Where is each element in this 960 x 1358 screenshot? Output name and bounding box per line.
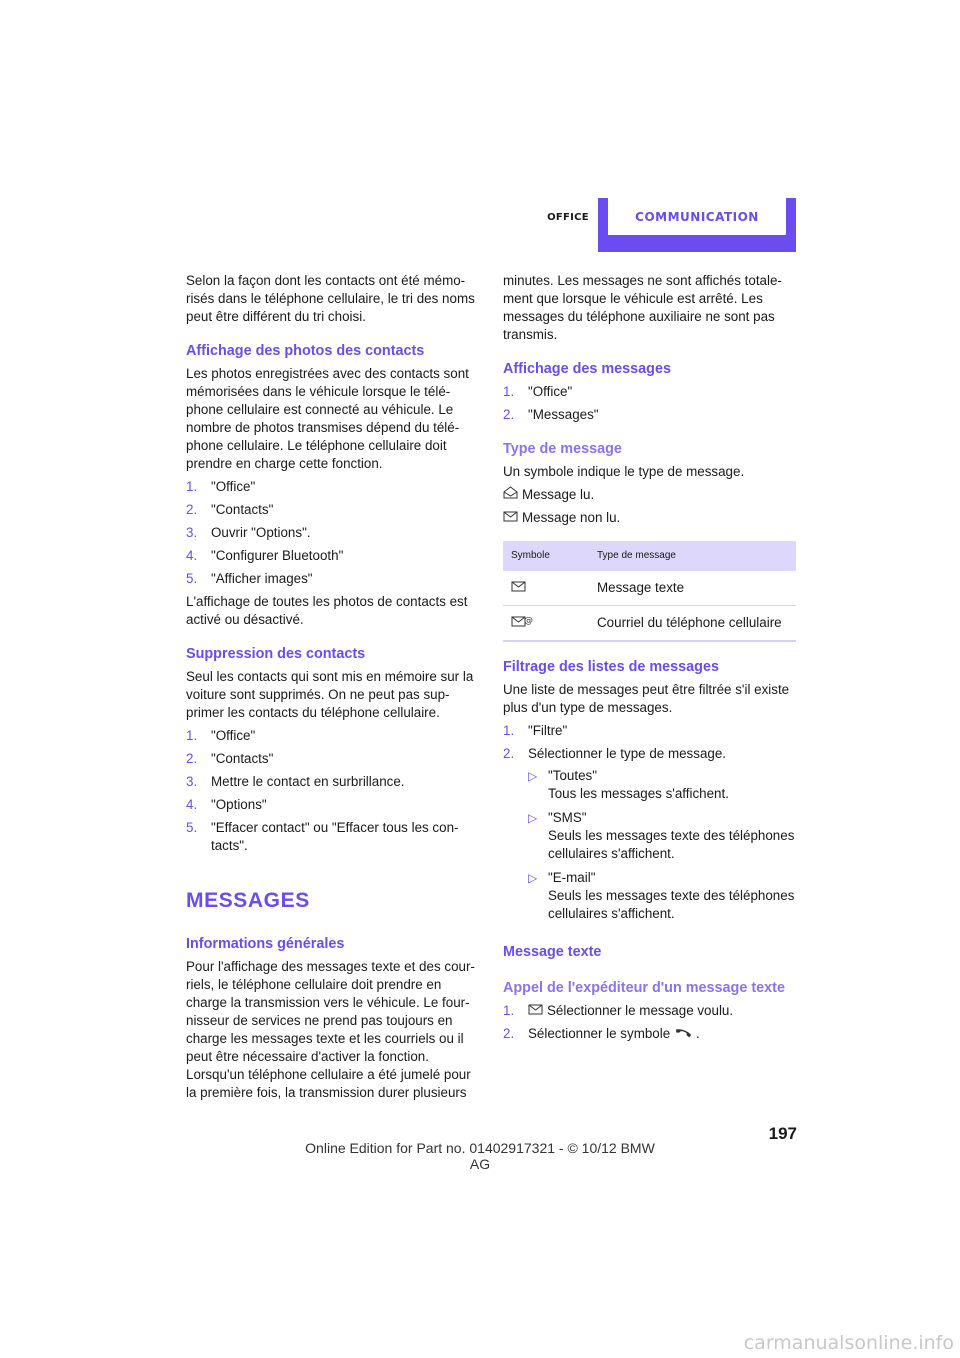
chapter-label: COMMUNICATION xyxy=(608,198,786,235)
phone-handset-icon xyxy=(674,1026,692,1044)
step-number: 4. xyxy=(186,548,198,563)
step-number: 1. xyxy=(186,728,198,743)
list-item xyxy=(186,478,481,496)
triangle-bullet-icon: ▷ xyxy=(528,769,538,783)
list-item xyxy=(528,809,798,863)
step-text: "Messages" xyxy=(528,407,599,422)
envelope-icon xyxy=(528,1002,543,1020)
svg-text:@: @ xyxy=(524,615,533,626)
step-text: Sélectionner le type de message. xyxy=(528,746,727,761)
step-text: "Effacer contact" ou "Effacer tous les con-tacts". xyxy=(211,820,459,853)
list-item xyxy=(186,796,481,814)
chapter-tab xyxy=(598,198,796,252)
type-heading: Type de message xyxy=(503,441,622,457)
table-cell-symbol xyxy=(503,571,589,606)
text-message-heading: Message texte xyxy=(503,944,602,960)
table-cell-symbol xyxy=(503,606,589,642)
list-item xyxy=(186,547,481,565)
step-number: 1. xyxy=(503,1003,515,1018)
photos-paragraph: Les photos enregistrées avec des contacts sont mémorisées dans le véhicule lorsque le télé-phone cellulaire est connecté au véhicule. Le nombre de photos transmises dépend du télé-phone cellulaire. Le téléphone cellulaire doit prendre en charge cette fonction. xyxy=(186,366,469,471)
unread-message-label: Message non lu. xyxy=(522,510,621,525)
continued-paragraph: minutes. Les messages ne sont affichés totale-ment que lorsque le véhicule est arrêté. Les messages du téléphone auxiliaire ne sont pas transmis. xyxy=(503,273,782,342)
right-column xyxy=(503,272,798,1049)
step-number: 2. xyxy=(503,407,515,422)
step-text: Mettre le contact en surbrillance. xyxy=(211,774,405,789)
step-text: Ouvrir "Options". xyxy=(211,525,311,540)
step-text: "Office" xyxy=(211,479,256,494)
step-text: "Contacts" xyxy=(211,502,274,517)
footer-text: Online Edition for Part no. 01402917321 - © 10/12 BMW AG xyxy=(305,1140,655,1172)
display-heading: Affichage des messages xyxy=(503,361,671,377)
filter-heading: Filtrage des listes de messages xyxy=(503,659,719,675)
list-item xyxy=(186,750,481,768)
table-cell-type: Message texte xyxy=(589,571,796,606)
envelope-icon xyxy=(503,509,518,527)
step-number: 4. xyxy=(186,797,198,812)
option-label: "E-mail" xyxy=(548,870,596,885)
call-sender-steps xyxy=(503,1002,798,1044)
page-number: 197 xyxy=(768,1124,797,1143)
step-number: 2. xyxy=(503,746,515,761)
table-row xyxy=(503,571,796,606)
step-text: "Office" xyxy=(528,384,573,399)
filter-options xyxy=(528,767,798,923)
display-steps xyxy=(503,383,798,424)
envelope-icon xyxy=(511,579,526,597)
email-envelope-icon xyxy=(511,614,533,633)
list-item xyxy=(186,727,481,745)
option-label: "Toutes" xyxy=(548,768,597,783)
unread-message-line xyxy=(503,509,798,527)
step-text: "Options" xyxy=(211,797,267,812)
option-desc: Seuls les messages texte des téléphones cellulaires s'affichent. xyxy=(548,888,795,921)
step-text: "Afficher images" xyxy=(211,571,313,586)
general-paragraph: Pour l'affichage des messages texte et des cour-riels, le téléphone cellulaire doit prendre en charge la transmission vers le véhicule. Le four-nisseur de services ne prend pas toujours en charge les messages texte et les courriels ou il peut être nécessaire d'activer la fonction. Lorsqu'un téléphone cellulaire a été jumelé pour la première fois, la transmission durer plusieurs xyxy=(186,959,475,1100)
filter-steps xyxy=(503,722,798,923)
table-header-symbol: Symbole xyxy=(503,541,589,571)
list-item xyxy=(528,869,798,923)
step-text: "Contacts" xyxy=(211,751,274,766)
step-number: 5. xyxy=(186,820,198,835)
intro-paragraph: Selon la façon dont les contacts ont été mémo-risés dans le téléphone cellulaire, le tri des noms peut être différent du tri choisi. xyxy=(186,273,475,324)
suppression-paragraph: Seul les contacts qui sont mis en mémoire sur la voiture sont supprimés. On ne peut pas sup-primer les contacts du téléphone cellulaire. xyxy=(186,669,474,720)
table-header-type: Type de message xyxy=(589,541,796,571)
step-number: 1. xyxy=(503,723,515,738)
triangle-bullet-icon: ▷ xyxy=(528,811,538,825)
option-label: "SMS" xyxy=(548,810,587,825)
section-label: OFFICE xyxy=(547,212,589,223)
list-item xyxy=(503,406,798,424)
table-row xyxy=(503,606,796,642)
list-item xyxy=(528,767,798,803)
table-cell-type: Courriel du téléphone cellulaire xyxy=(589,606,796,642)
table-header-row xyxy=(503,541,796,571)
list-item xyxy=(186,773,481,791)
step-number: 2. xyxy=(186,502,198,517)
list-item xyxy=(186,819,481,855)
step-number: 2. xyxy=(503,1026,515,1042)
general-heading: Informations générales xyxy=(186,936,345,952)
step-number: 3. xyxy=(186,774,198,789)
triangle-bullet-icon: ▷ xyxy=(528,871,538,885)
list-item xyxy=(186,570,481,588)
read-message-label: Message lu. xyxy=(522,487,595,502)
messages-title: MESSAGES xyxy=(186,889,310,912)
step-text: "Filtre" xyxy=(528,723,568,738)
message-type-table xyxy=(503,541,796,642)
list-item xyxy=(186,524,481,542)
step-text: "Office" xyxy=(211,728,256,743)
step-number: 2. xyxy=(186,751,198,766)
option-desc: Seuls les messages texte des téléphones cellulaires s'affichent. xyxy=(548,828,795,861)
step-text: Sélectionner le symbole xyxy=(528,1026,671,1042)
photos-steps xyxy=(186,478,481,588)
list-item xyxy=(503,745,798,923)
list-item xyxy=(503,1025,798,1043)
option-desc: Tous les messages s'affichent. xyxy=(548,786,729,801)
list-item xyxy=(503,722,798,740)
watermark: carmanualsonline.info xyxy=(743,1332,954,1354)
suppression-steps xyxy=(186,727,481,855)
step-number: 3. xyxy=(186,525,198,540)
step-text: Sélectionner le message voulu. xyxy=(547,1003,734,1018)
list-item xyxy=(503,1002,798,1020)
left-column xyxy=(186,272,481,1107)
step-number: 5. xyxy=(186,571,198,586)
step-number: 1. xyxy=(503,384,515,399)
photos-heading: Affichage des photos des contacts xyxy=(186,343,425,359)
list-item xyxy=(186,501,481,519)
open-envelope-icon xyxy=(503,486,518,504)
step-text: "Configurer Bluetooth" xyxy=(211,548,344,563)
list-item xyxy=(503,383,798,401)
filter-paragraph: Une liste de messages peut être filtrée s'il existe plus d'un type de messages. xyxy=(503,682,790,715)
type-paragraph: Un symbole indique le type de message. xyxy=(503,464,745,479)
step-number: 1. xyxy=(186,479,198,494)
read-message-line xyxy=(503,486,798,504)
suppression-heading: Suppression des contacts xyxy=(186,646,366,662)
photos-after-paragraph: L'affichage de toutes les photos de contacts est activé ou désactivé. xyxy=(186,594,468,627)
call-sender-heading: Appel de l'expéditeur d'un message texte xyxy=(503,980,785,996)
step-text-end: . xyxy=(695,1026,700,1042)
